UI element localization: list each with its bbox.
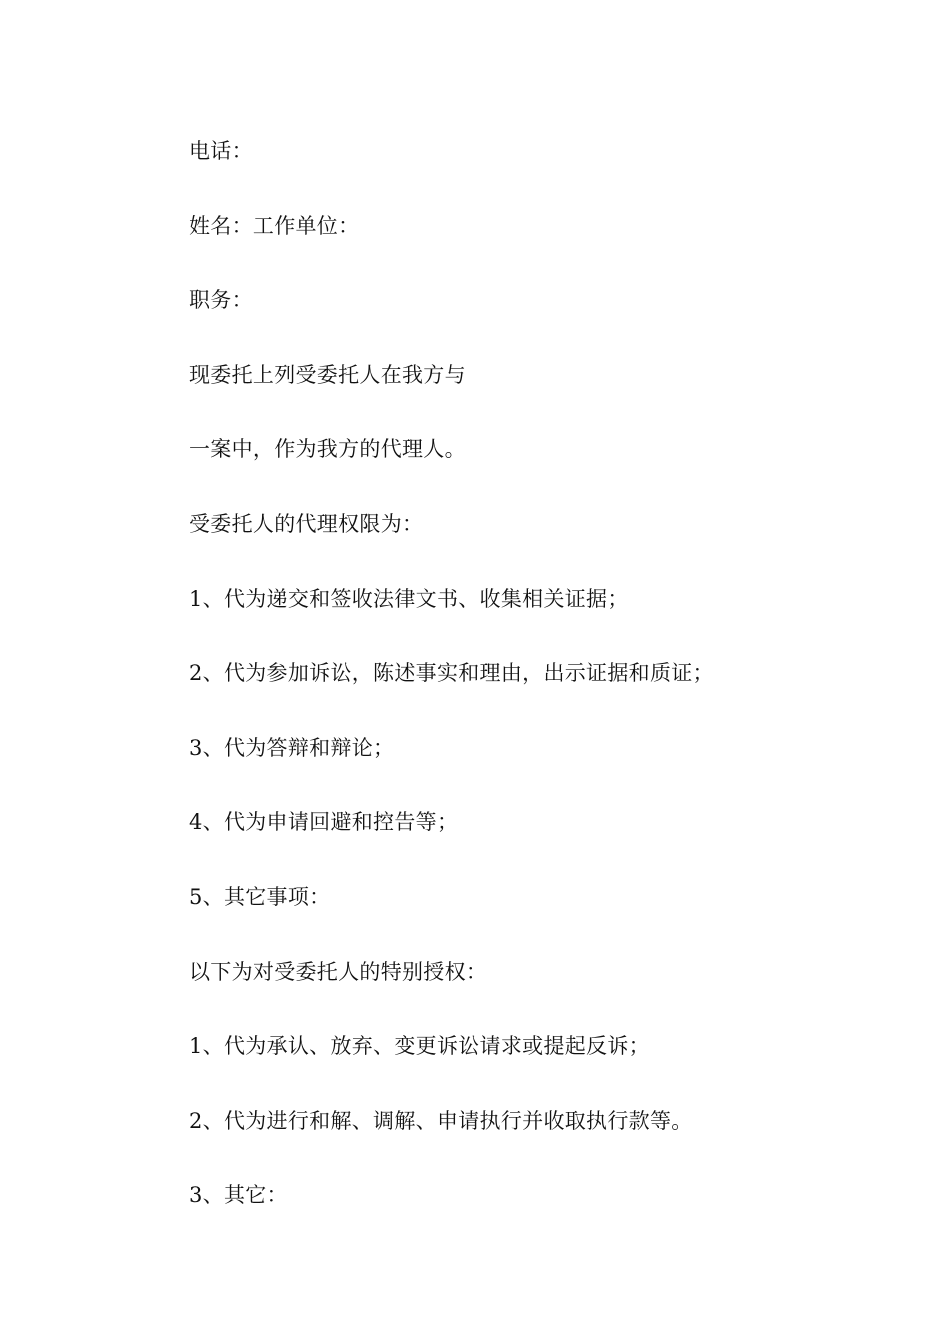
document-body (189, 133, 889, 1252)
authority-item-2: 2、代为参加诉讼，陈述事实和理由，出示证据和质证； (189, 661, 714, 686)
phone-label: 电话： (189, 139, 253, 163)
authority-item-3: 3、代为答辩和辩论； (189, 735, 395, 760)
special-authority-item-2: 2、代为进行和解、调解、申请执行并收取执行款等。 (189, 1108, 693, 1133)
special-authority-item-3: 3、其它： (189, 1183, 288, 1208)
authority-item-4: 4、代为申请回避和控告等； (189, 810, 459, 835)
entrust-statement: 现委托上列受委托人在我方与 (189, 362, 466, 387)
authority-heading: 受委托人的代理权限为： (189, 511, 424, 536)
special-authority-heading: 以下为对受委托人的特别授权： (189, 959, 488, 984)
case-statement: 一案中，作为我方的代理人。 (189, 437, 466, 462)
position-label: 职务： (189, 288, 253, 313)
name-workplace-label: 姓名：工作单位： (189, 213, 360, 238)
authority-item-1: 1、代为递交和签收法律文书、收集相关证据； (189, 586, 629, 611)
authority-item-5: 5、其它事项： (189, 884, 331, 909)
special-authority-item-1: 1、代为承认、放弃、变更诉讼请求或提起反诉； (189, 1034, 650, 1059)
